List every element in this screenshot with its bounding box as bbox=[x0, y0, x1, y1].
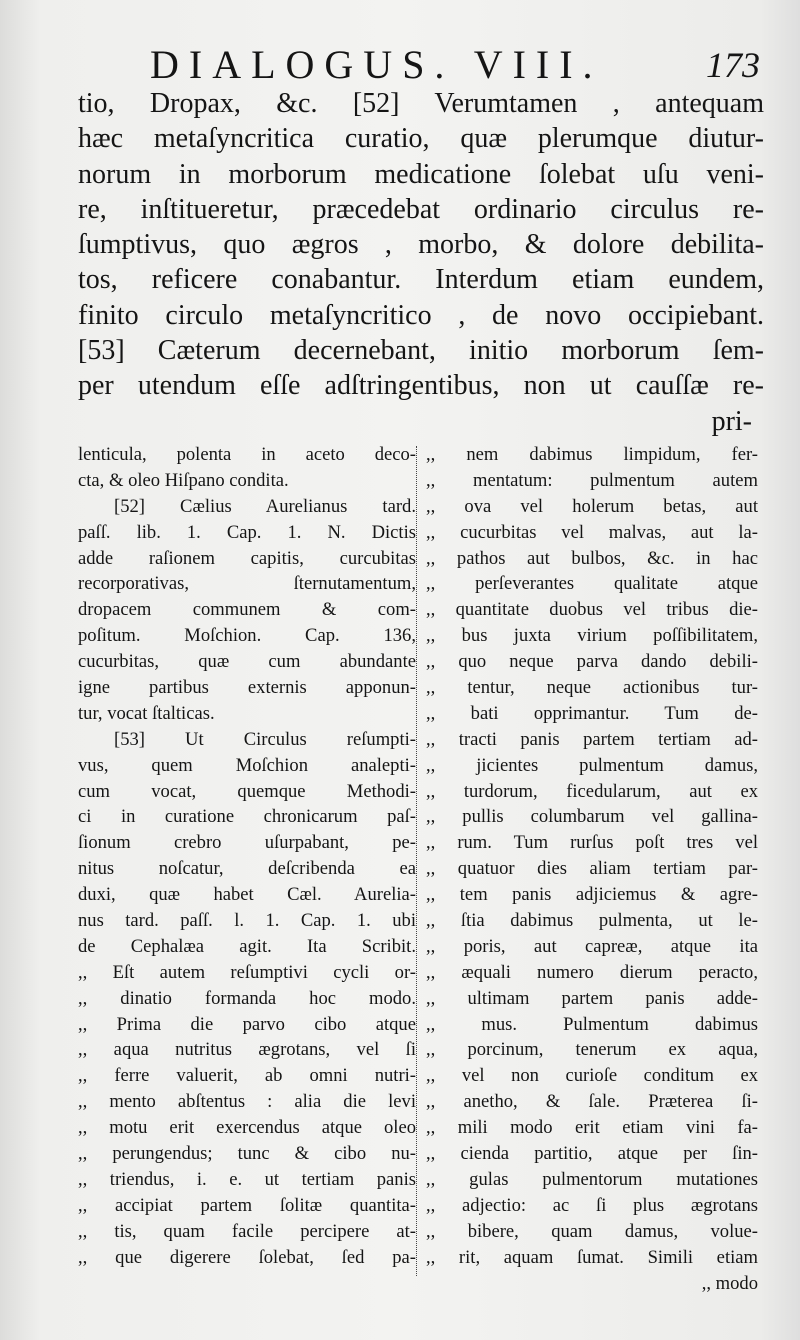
running-title: DIALOGUS. VIII. bbox=[150, 42, 603, 87]
text-line: ,, anetho, & ſale. Præterea ſi- bbox=[426, 1091, 758, 1113]
text-line: ,, tis, quam facile percipere at- bbox=[78, 1220, 416, 1242]
text-line: ,, quo neque parva dando debili- bbox=[426, 651, 758, 673]
text-line: ,, poris, aut capreæ, atque ita bbox=[426, 935, 758, 957]
text-line: ,, quatuor dies aliam tertiam par- bbox=[426, 858, 758, 880]
text-line: ,, rit, aquam ſumat. Simili etiam bbox=[426, 1246, 758, 1268]
text-line: ,, motu erit exercendus atque oleo bbox=[78, 1117, 416, 1139]
text-line: [52] Cælius Aurelianus tard. bbox=[114, 495, 416, 517]
text-line: duxi, quæ habet Cæl. Aureliа- bbox=[78, 884, 416, 906]
text-line: ,, gulas pulmentorum mutationes bbox=[426, 1168, 758, 1190]
text-line: ,, ferre valuerit, ab omni nutri- bbox=[78, 1065, 416, 1087]
text-line: ,, Prima die parvo cibo atque bbox=[78, 1013, 416, 1035]
text-line: ſumptivus, quo ægros , morbo, & dolore debilita- bbox=[78, 229, 764, 261]
text-line: poſitum. Moſchion. Cap. 136, bbox=[78, 625, 416, 647]
text-line: nus tard. paſſ. l. 1. Cap. 1. ubi bbox=[78, 910, 416, 932]
catchword: pri- bbox=[711, 405, 752, 437]
text-line: ,, cucurbitas vel malvas, aut la- bbox=[426, 521, 758, 543]
text-line: ,, vel non curioſe conditum ex bbox=[426, 1065, 758, 1087]
text-line: cta, & oleo Hiſpano condita. bbox=[78, 469, 289, 491]
text-line: ,, perungendus; tunc & cibo nu- bbox=[78, 1143, 416, 1165]
text-line: ſionum crebro uſurpabant, pe- bbox=[78, 832, 416, 854]
text-line: [53] Cæterum decernebant, initio morborum ſem- bbox=[78, 335, 764, 367]
text-line: tio, Dropax, &c. [52] Verumtamen , antequam bbox=[78, 88, 764, 119]
text-line: ,, dinatio formanda hoc modo. bbox=[78, 987, 416, 1009]
text-line: lenticula, polenta in aceto deco- bbox=[78, 444, 416, 465]
text-line: ,, turdorum, ficedularum, aut ex bbox=[426, 780, 758, 802]
text-line: ,, æquali numero dierum peracto, bbox=[426, 961, 758, 983]
catchword: ,, modo bbox=[701, 1272, 758, 1294]
text-line: ,, jicientes pulmentum damus, bbox=[426, 754, 758, 776]
text-line: ,, Eſt autem reſumptivi cycli or- bbox=[78, 961, 416, 983]
text-line: tur, vocat ſtalticas. bbox=[78, 702, 215, 724]
text-line: cucurbitas, quæ cum abundante bbox=[78, 651, 416, 673]
text-line: vus, quem Moſchion analepti- bbox=[78, 754, 416, 776]
text-line: ,, aqua nutritus ægrotans, vel ſi bbox=[78, 1039, 416, 1061]
text-line: ci in curatione chronicarum paſ- bbox=[78, 806, 416, 828]
page-number: 173 bbox=[706, 45, 760, 85]
text-line: ,, bibere, quam damus, volue- bbox=[426, 1220, 758, 1242]
text-line: ,, nem dabimus limpidum, fer- bbox=[426, 444, 758, 465]
text-line: ,, tentur, neque actionibus tur- bbox=[426, 677, 758, 699]
text-line: ,, bus juxta virium poſſibilitatem, bbox=[426, 625, 758, 647]
text-line: ,, cienda partitio, atque per ſin- bbox=[426, 1143, 758, 1165]
text-line: ,, perſeverantes qualitate atque bbox=[426, 573, 758, 595]
text-line: ,, ova vel holerum betas, aut bbox=[426, 495, 758, 517]
text-line: ,, adjectio: ac ſi plus ægrotans bbox=[426, 1194, 758, 1216]
text-line: hæc metaſyncritica curatio, quæ plerumque diutur- bbox=[78, 123, 764, 155]
text-line: adde raſionem capitis, curcubitas bbox=[78, 547, 416, 569]
footnote-column-left bbox=[78, 442, 416, 1271]
text-line: ,, que digerere ſolebat, ſed pa- bbox=[78, 1246, 416, 1268]
text-line: ,, ultimam partem panis adde- bbox=[426, 987, 758, 1009]
text-line: dropacem communem & com- bbox=[78, 599, 416, 621]
text-line: ,, triendus, i. e. ut tertiam panis bbox=[78, 1168, 416, 1190]
text-line: ,, mentatum: pulmentum autem bbox=[426, 469, 758, 491]
text-line: finito circulo metaſyncritico , de novo occipiebant. bbox=[78, 299, 764, 331]
text-line: re, inſtitueretur, præcedebat ordinario circulus re- bbox=[78, 193, 764, 225]
text-line: nitus noſcatur, deſcribenda ea bbox=[78, 858, 416, 880]
text-line: ,, porcinum, tenerum ex aqua, bbox=[426, 1039, 758, 1061]
text-line: ,, bati opprimantur. Tum de- bbox=[426, 702, 758, 724]
text-line: ,, mus. Pulmentum dabimus bbox=[426, 1013, 758, 1035]
text-line: per utendum eſſe adſtringentibus, non ut cauſſæ re- bbox=[78, 370, 764, 402]
text-line: ,, rum. Tum rurſus poſt tres vel bbox=[426, 832, 758, 854]
text-line: norum in morborum medicatione ſolebat uſu veni- bbox=[78, 158, 764, 190]
text-line: ,, mili modo erit etiam vini fa- bbox=[426, 1117, 758, 1139]
text-line: cum vocat, quemque Methodi- bbox=[78, 780, 416, 802]
text-line: recorporativas, ſternutamentum, bbox=[78, 573, 416, 595]
page-header bbox=[150, 40, 770, 90]
text-line: ,, pullis columbarum vel gallina- bbox=[426, 806, 758, 828]
text-line: paſſ. lib. 1. Cap. 1. N. Dictis bbox=[78, 521, 416, 543]
text-line: tos, reficere conabantur. Interdum etiam eundem, bbox=[78, 264, 764, 296]
main-text-block bbox=[78, 86, 764, 439]
text-line: de Cephalæa agit. Ita Scribit. bbox=[78, 935, 416, 957]
text-line: ,, tracti panis partem tertiam ad- bbox=[426, 728, 758, 750]
text-line: ,, tem panis adjiciemus & agre- bbox=[426, 884, 758, 906]
text-line: ,, ſtia dabimus pulmenta, ut le- bbox=[426, 910, 758, 932]
column-divider bbox=[416, 446, 417, 1276]
text-line: ,, accipiat partem ſolitæ quantita- bbox=[78, 1194, 416, 1216]
text-line: [53] Ut Circulus reſumpti- bbox=[114, 728, 416, 750]
footnote-column-right bbox=[426, 442, 758, 1296]
text-line: ,, pathos aut bulbos, &c. in hac bbox=[426, 547, 758, 569]
text-line: igne partibus externis apponun- bbox=[78, 677, 416, 699]
text-line: ,, quantitate duobus vel tribus die- bbox=[426, 599, 758, 621]
text-line: ,, mento abſtentus : alia die levi bbox=[78, 1091, 416, 1113]
